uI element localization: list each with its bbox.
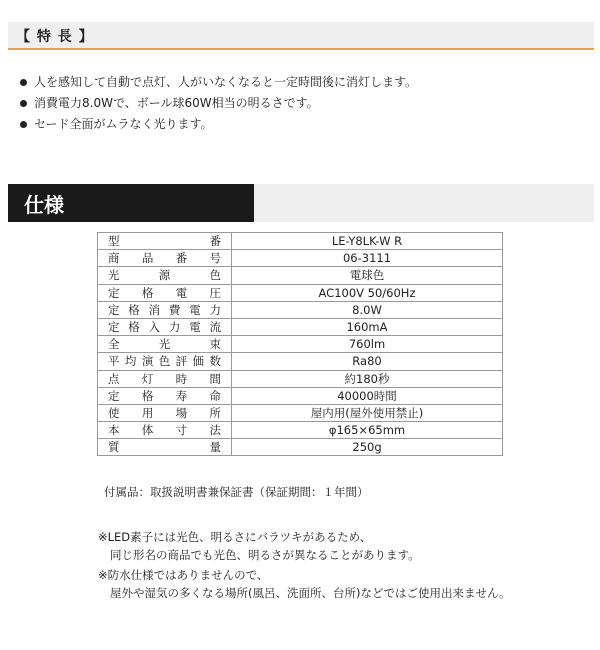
spec-label-char: 時: [175, 371, 188, 386]
spec-label-char: 価: [192, 354, 205, 369]
spec-label-char: 体: [141, 423, 154, 438]
spec-label-char: 束: [209, 337, 221, 352]
spec-label-char: 演: [141, 354, 154, 369]
spec-label-char: 使: [108, 405, 120, 420]
spec-label-char: 力: [209, 302, 221, 317]
spec-row: [98, 353, 503, 370]
spec-label-char: 消: [148, 302, 161, 317]
spec-value: 8.0W: [232, 301, 503, 318]
spec-label: [98, 233, 232, 250]
spec-label: [98, 336, 232, 353]
spec-label-char: 本: [108, 423, 120, 438]
spec-label-char: 電: [189, 302, 201, 317]
spec-title-block: [8, 184, 254, 222]
spec-value: 40000時間: [232, 387, 503, 404]
spec-value: LE-Y8LK-W R: [232, 233, 503, 250]
spec-value: 250g: [232, 439, 503, 456]
spec-label-char: 命: [209, 388, 221, 403]
spec-value: AC100V 50/60Hz: [232, 284, 503, 301]
spec-value: Ra80: [232, 353, 503, 370]
spec-row: [98, 284, 503, 301]
note-line: ※LED素子には光色、明るさにバラツキがあるため、: [98, 530, 372, 544]
spec-label-char: 番: [209, 234, 221, 249]
spec-label-char: 評: [175, 354, 188, 369]
spec-label-char: 格: [128, 302, 140, 317]
spec-title: 仕様: [24, 193, 64, 217]
spec-row: [98, 370, 503, 387]
spec-label-char: 源: [158, 268, 171, 283]
spec-header: [8, 184, 594, 222]
spec-value: 06-3111: [232, 250, 503, 267]
spec-row: [98, 422, 503, 439]
spec-row: [98, 404, 503, 421]
spec-label-char: 格: [141, 388, 154, 403]
spec-label: [98, 353, 232, 370]
bullet-icon: [20, 100, 27, 107]
bullet-icon: [20, 121, 27, 128]
spec-label-char: 入: [148, 320, 161, 335]
spec-label-char: 用: [141, 405, 154, 420]
feature-item: セード全面がムラなく光ります。: [18, 114, 417, 135]
spec-label-char: 平: [108, 354, 120, 369]
spec-label-char: 番: [175, 251, 188, 266]
note-line: 同じ形名の商品でも光色、明るさが異なることがあります。: [110, 548, 420, 562]
spec-value: 屋内用(屋外使用禁止): [232, 404, 503, 421]
spec-label-char: 格: [128, 320, 140, 335]
spec-label-char: 光: [108, 268, 120, 283]
spec-label: [98, 267, 232, 284]
spec-label: [98, 284, 232, 301]
spec-label-char: 型: [108, 234, 120, 249]
spec-table: [97, 232, 503, 456]
spec-label-char: 数: [209, 354, 221, 369]
spec-label-char: 質: [108, 440, 120, 455]
spec-row: [98, 318, 503, 335]
spec-label: [98, 404, 232, 421]
spec-label: [98, 439, 232, 456]
spec-value: 電球色: [232, 267, 503, 284]
spec-label-char: 定: [108, 388, 120, 403]
spec-label-char: 品: [141, 251, 154, 266]
spec-label-char: 場: [175, 405, 188, 420]
spec-label: [98, 387, 232, 404]
spec-label: [98, 318, 232, 335]
spec-row: [98, 233, 503, 250]
feature-item: 消費電力8.0Wで、ボール球60W相当の明るさです。: [18, 93, 417, 114]
spec-label-char: 流: [209, 320, 221, 335]
spec-label-char: 寿: [175, 388, 188, 403]
spec-label-char: 均: [124, 354, 137, 369]
spec-label-char: 圧: [209, 285, 221, 300]
spec-row: [98, 336, 503, 353]
spec-label-char: 全: [108, 337, 120, 352]
spec-value: 160mA: [232, 318, 503, 335]
features-title: 【 特 長 】: [16, 29, 94, 45]
spec-label: [98, 370, 232, 387]
note-line: ※防水仕様ではありませんので、: [98, 568, 269, 582]
feature-item: 人を感知して自動で点灯、人がいなくなると一定時間後に消灯します。: [18, 72, 417, 93]
spec-label-char: 光: [158, 337, 171, 352]
spec-row: [98, 301, 503, 318]
spec-row: [98, 250, 503, 267]
spec-value: φ165×65mm: [232, 422, 503, 439]
spec-label-char: 格: [141, 285, 154, 300]
spec-label: [98, 301, 232, 318]
spec-label-char: 色: [209, 268, 221, 283]
spec-label-char: 定: [108, 285, 120, 300]
spec-label-char: 量: [209, 440, 221, 455]
spec-value: 約180秒: [232, 370, 503, 387]
spec-label: [98, 250, 232, 267]
note-line: 屋外や湿気の多くなる場所(風呂、洗面所、台所)などではご使用出来ません。: [110, 586, 511, 600]
spec-label-char: 定: [108, 302, 120, 317]
spec-value: 760lm: [232, 336, 503, 353]
spec-label-char: 電: [189, 320, 201, 335]
spec-label: [98, 422, 232, 439]
spec-row: [98, 387, 503, 404]
spec-label-char: 法: [209, 423, 221, 438]
spec-label-char: 間: [209, 371, 221, 386]
spec-label-char: 灯: [141, 371, 154, 386]
spec-label-char: 電: [175, 285, 188, 300]
spec-label-char: 号: [209, 251, 221, 266]
accessory-text: 付属品：取扱説明書兼保証書（保証期間：１年間）: [104, 485, 369, 499]
spec-label-char: 点: [108, 371, 120, 386]
spec-label-char: 定: [108, 320, 120, 335]
spec-label-char: 寸: [175, 423, 188, 438]
spec-label-char: 所: [209, 405, 221, 420]
spec-row: [98, 439, 503, 456]
spec-label-char: 力: [168, 320, 181, 335]
spec-row: [98, 267, 503, 284]
spec-label-char: 費: [168, 302, 181, 317]
spec-label-char: 商: [108, 251, 120, 266]
features-header: [8, 22, 594, 50]
bullet-icon: [20, 79, 27, 86]
spec-label-char: 色: [158, 354, 171, 369]
features-list: [18, 72, 417, 135]
